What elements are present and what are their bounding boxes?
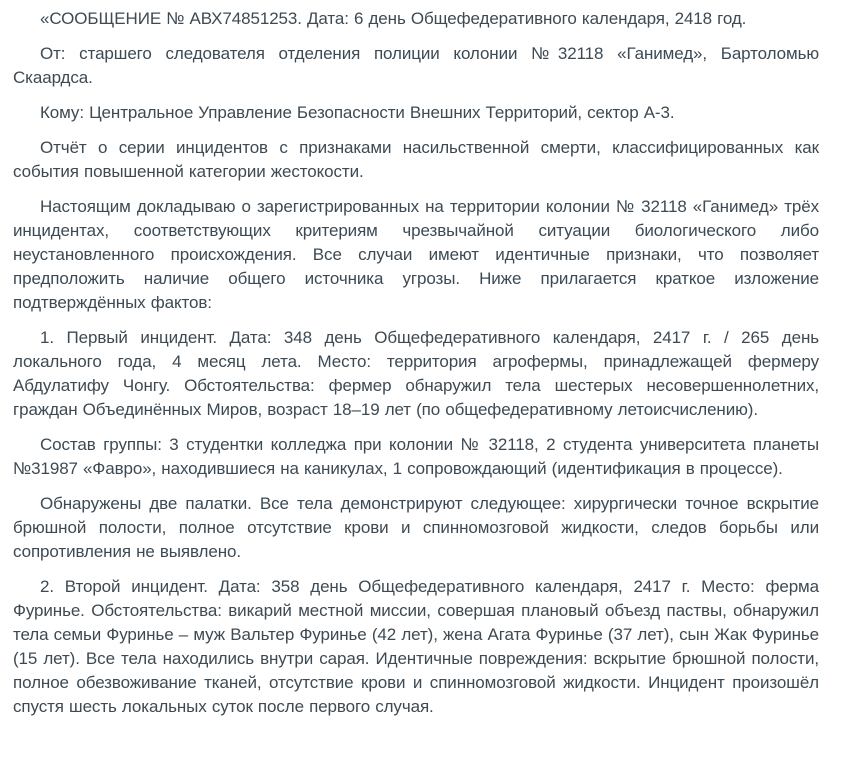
paragraph-sender: От: старшего следователя отделения полиции колонии №32118 «Ганимед», Бартоломью Скаардса.: [13, 44, 819, 87]
paragraph-message-header: «СООБЩЕНИЕ № АВХ74851253. Дата: 6 день Общефедеративного календаря, 2418 год.: [40, 9, 747, 28]
paragraph-incident-1: 1. Первый инцидент. Дата: 348 день Общефедеративного календаря, 2417 г. / 265 день локального года, 4 месяц лета. Место: территория агрофермы, принадлежащей фермеру Абдулатифу Чонгу. Обстоятельства: фермер обнаружил тела шестерых несовершеннолетних, граждан Объединённых Миров, возраст 18–19 лет (по общефедеративному летоисчислению).: [13, 328, 819, 419]
paragraph-incident-1-findings: Обнаружены две палатки. Все тела демонстрируют следующее: хирургически точное вскрытие брюшной полости, полное отсутствие крови и спинномозговой жидкости, следов борьбы или сопротивления не выявлено.: [13, 494, 819, 561]
paragraph-incident-1-group: Состав группы: 3 студентки колледжа при колонии № 32118, 2 студента университета планеты №31987 «Фавро», находившиеся на каникулах, 1 сопровождающий (идентификация в процессе).: [13, 435, 819, 478]
paragraph-incident-2: 2. Второй инцидент. Дата: 358 день Общефедеративного календаря, 2417 г. Место: ферма Фуринье. Обстоятельства: викарий местной миссии, совершая плановый объезд паствы, обнаружил тела семьи Фуринье – муж Вальтер Фуринье (42 лет), жена Агата Фуринье (37 лет), сын Жак Фуринье (15 лет). Все тела находились внутри сарая. Идентичные повреждения: вскрытие брюшной полости, полное обезвоживание тканей, отсутствие крови и спинномозговой жидкости. Инцидент произошёл спустя шесть локальных суток после первого случая.: [13, 577, 819, 716]
paragraph-recipient: Кому: Центральное Управление Безопасности Внешних Территорий, сектор А-3.: [40, 103, 675, 122]
paragraph-report-subject: Отчёт о серии инцидентов с признаками насильственной смерти, классифицированных как события повышенной категории жестокости.: [13, 138, 819, 181]
paragraph-report-intro: Настоящим докладываю о зарегистрированных на территории колонии № 32118 «Ганимед» трёх инцидентах, соответствующих критериям чрезвычайной ситуации биологического либо неустановленного происхождения. Все случаи имеют идентичные признаки, что позволяет предположить наличие общего источника угрозы. Ниже прилагается краткое изложение подтверждённых фактов:: [13, 197, 819, 312]
